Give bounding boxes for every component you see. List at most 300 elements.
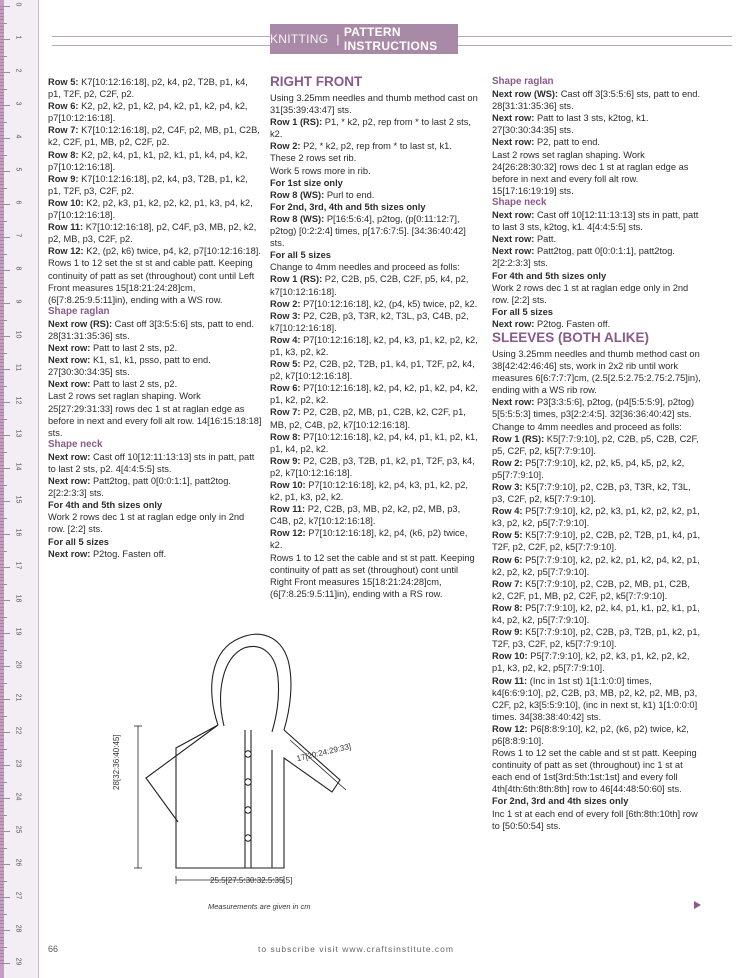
instruction-line — [492, 650, 704, 674]
instruction-text: Rows 1 to 12 set the st st and cable patt. Keeping continuity of patt as set (throughout) cont until Left Front measures 15[18:21:24:28]cm, (6[7:8.25:9.5:11]in), ending with a WS row. — [48, 258, 255, 305]
ruler-tick — [0, 326, 4, 327]
ruler-tick — [0, 706, 4, 707]
instruction-line — [48, 499, 262, 511]
ruler-tick — [0, 366, 4, 367]
ruler-tick — [0, 310, 4, 311]
ruler-tick — [0, 435, 10, 436]
ruler-tick — [0, 323, 4, 324]
ruler-label: 23 — [14, 759, 22, 768]
ruler-tick — [0, 82, 4, 83]
ruler-tick — [0, 673, 4, 674]
ruler-tick — [0, 577, 4, 578]
ruler-tick — [0, 207, 4, 208]
ruler-tick — [0, 224, 4, 225]
instruction-lead: Next row: — [492, 246, 535, 257]
ruler-tick — [0, 19, 4, 20]
ruler-tick — [0, 923, 4, 924]
instruction-text: Purl to end. — [324, 189, 375, 200]
ruler-tick — [0, 263, 4, 264]
instruction-text: P5[7:7:9:10], k2, p2, k3, p1, k2, p2, k2, p1, k3, p2, k2, p5[7:7:9:10]. — [492, 651, 690, 674]
instruction-line — [270, 431, 482, 455]
instruction-text: Patt2tog, patt 0[0:0:1:1], patt2tog. 2[2:2:3:3] sts. — [48, 476, 231, 499]
instruction-text: P7[10:12:16:18], k2, p4, k3, p1, k2, p2, k2, p1, k3, p2, k2. — [270, 480, 468, 503]
width-measurement: 25.5[27.5:30:32.5:35.5] — [210, 876, 293, 885]
ruler-tick — [0, 960, 4, 961]
ruler-tick — [0, 290, 4, 291]
ruler-tick — [0, 580, 4, 581]
ruler-label: 16 — [14, 528, 22, 537]
instruction-text: K2, p2, k2, p1, k2, p4, k2, p1, k2, p4, k2, p7[10:12:16:18]. — [48, 101, 248, 124]
ruler-tick — [0, 943, 4, 944]
ruler-tick — [0, 29, 4, 30]
ruler-tick — [0, 455, 4, 456]
ruler-tick — [0, 881, 7, 882]
ruler-tick — [0, 831, 10, 832]
ruler-tick — [0, 841, 4, 842]
instruction-text: P2, C2B, p5, C2B, C2F, p5, k4, p2, k7[10:12:16:18]. — [270, 274, 469, 297]
instruction-line — [270, 503, 482, 527]
ruler-tick — [0, 857, 4, 858]
ruler-label: 25 — [14, 825, 22, 834]
instruction-text: K7[10:12:16:18], p2, k4, p2, T2B, p1, k4, p1, T2F, p2, C2F, p2. — [48, 77, 248, 100]
ruler-tick — [0, 838, 4, 839]
instruction-lead: Next row: — [48, 476, 91, 487]
instruction-line — [270, 189, 482, 201]
ruler-tick — [0, 9, 4, 10]
ruler-tick — [0, 679, 4, 680]
ruler-tick — [0, 656, 4, 657]
ruler-label: 7 — [14, 233, 22, 238]
instruction-lead: Row 3: — [492, 482, 523, 492]
instruction-text: P3[3:3:5:6], p2tog, (p4[5:5:5:9], p2tog) 5[5:5:5:3] times, p3[2:2:4:5]. 32[36:36:40:42] sts. — [492, 397, 695, 420]
ruler-tick — [0, 663, 4, 664]
ruler-label: 14 — [14, 462, 22, 471]
ruler-tick — [0, 834, 4, 835]
instruction-lead: Row 2: — [270, 141, 301, 152]
instruction-lead: Row 9: — [270, 455, 301, 466]
ruler-tick — [0, 425, 4, 426]
ruler-tick — [0, 607, 4, 608]
ruler-tick — [0, 250, 4, 251]
ruler-tick — [0, 488, 4, 489]
instruction-lead: For all 5 sizes — [48, 536, 109, 547]
ruler-tick — [0, 518, 7, 519]
ruler-tick — [0, 376, 4, 377]
ruler-tick — [0, 131, 4, 132]
ruler-tick — [0, 65, 4, 66]
instruction-line — [492, 348, 704, 396]
instruction-lead: Next row: — [492, 318, 535, 329]
ruler-tick — [0, 636, 4, 637]
ruler-tick — [0, 699, 10, 700]
ruler-tick — [0, 158, 4, 159]
instruction-lead: For all 5 sizes — [270, 250, 331, 261]
instruction-text: K7[10:12:16:18], p2, C4F, p2, MB, p1, C2B, k2, C2F, p1, MB, p2, C2F, p2. — [48, 125, 260, 148]
ruler-tick — [0, 339, 4, 340]
ruler-tick — [0, 230, 4, 231]
ruler-tick — [0, 669, 4, 670]
subscribe-link[interactable]: to subscribe visit www.craftsinstitute.com — [258, 944, 454, 954]
instruction-lead: Next row: — [48, 379, 91, 390]
ruler-tick — [0, 587, 4, 588]
ruler-tick — [0, 13, 4, 14]
instruction-text: P2, patt to end. — [534, 137, 601, 148]
instruction-lead: Row 12: — [48, 246, 84, 257]
ruler-tick — [0, 343, 4, 344]
section-heading: Shape neck — [492, 196, 547, 208]
ruler-tick — [0, 877, 4, 878]
instruction-text: P5[7:7:9:10], k2, p2, k4, p1, k1, p2, k1, p1, k4, p2, k2, p5[7:7:9:10]. — [492, 602, 700, 626]
instruction-line — [492, 747, 704, 795]
ruler-tick — [0, 818, 4, 819]
ruler-tick — [0, 188, 7, 189]
instruction-line — [270, 201, 482, 213]
ruler-tick — [0, 689, 4, 690]
ruler-tick — [0, 478, 4, 479]
section-heading: Shape raglan — [492, 76, 554, 87]
ruler-tick — [0, 716, 7, 717]
ruler-label: 20 — [14, 660, 22, 669]
ruler-tick — [0, 445, 4, 446]
instruction-text: Patt. — [534, 234, 557, 245]
ruler-tick — [0, 801, 4, 802]
ruler-tick — [0, 867, 4, 868]
instruction-line — [270, 334, 482, 358]
instruction-lead: Row 10: — [270, 480, 306, 490]
instruction-line — [48, 245, 262, 257]
ruler-tick — [0, 468, 10, 469]
ruler-tick — [0, 336, 10, 337]
ruler-tick — [0, 161, 4, 162]
instruction-line — [48, 451, 262, 475]
instruction-line — [492, 578, 704, 602]
ruler-tick — [0, 514, 4, 515]
ruler-tick — [0, 405, 4, 406]
ruler-tick — [0, 887, 4, 888]
ruler-tick — [0, 36, 4, 37]
instruction-text: Patt2tog, patt 0[0:0:1:1], patt2tog. 2[2:2:3:3] sts. — [492, 246, 675, 269]
ruler-tick — [0, 557, 4, 558]
instruction-lead: Row 6: — [48, 101, 79, 112]
instruction-lead: For 4th and 5th sizes only — [48, 500, 163, 511]
instruction-lead: Row 1 (RS): — [270, 274, 323, 285]
ruler-tick — [0, 164, 4, 165]
ruler-tick — [0, 79, 4, 80]
section-heading: SLEEVES (BOTH ALIKE) — [492, 329, 650, 345]
ruler-tick — [0, 125, 4, 126]
instruction-line — [492, 481, 704, 505]
ruler-tick — [0, 811, 4, 812]
ruler-tick — [0, 194, 4, 195]
instruction-lead: For 1st size only — [270, 177, 343, 188]
instruction-text: P7[10:12:16:18], k2, p4, (k6, p2) twice, k2. — [270, 528, 468, 551]
instruction-text: Last 2 rows set raglan shaping. Work 24[26:28:30:32] rows dec 1 st at raglan edge as before in next and every foll alt row. 15[17:16:19:19] sts. — [492, 149, 689, 196]
instruction-text: P2, C2B, p2, T2B, p1, k4, p1, T2F, p2, k4, p2, k7[10:12:16:18]. — [270, 359, 475, 382]
instruction-line — [48, 221, 262, 245]
section-title: PATTERN INSTRUCTIONS — [343, 25, 438, 53]
ruler-tick — [0, 498, 4, 499]
ruler-tick — [0, 676, 4, 677]
instruction-line — [270, 479, 482, 503]
instruction-lead: Row 5: — [492, 530, 523, 541]
ruler-tick — [0, 138, 10, 139]
instruction-lead: Row 12: — [492, 723, 528, 734]
instruction-line — [48, 548, 262, 560]
ruler-tick — [0, 260, 4, 261]
ruler-tick — [0, 75, 4, 76]
ruler-label: 10 — [14, 330, 22, 339]
ruler-tick — [0, 600, 10, 601]
ruler-tick — [0, 593, 4, 594]
instruction-lead: Row 6: — [270, 383, 301, 394]
ruler-tick — [0, 574, 4, 575]
instruction-text: K5[7:7:9:10], p2, C2B, p3, T2B, p1, k2, p1, T2F, p3, C2F, p2, k5[7:7:9:10]. — [492, 627, 701, 650]
ruler-tick — [0, 112, 4, 113]
instruction-lead: Next row: — [48, 548, 91, 559]
ruler-tick — [0, 735, 4, 736]
ruler-tick — [0, 16, 4, 17]
instruction-lead: Row 2: — [492, 457, 523, 468]
ruler-tick — [0, 280, 4, 281]
ruler-tick — [0, 240, 4, 241]
instruction-line — [492, 723, 704, 747]
ruler-tick — [0, 683, 7, 684]
ruler-tick — [0, 227, 4, 228]
ruler-label: 27 — [14, 891, 22, 900]
instruction-line — [492, 136, 704, 148]
ruler-tick — [0, 844, 4, 845]
ruler-tick — [0, 168, 4, 169]
ruler-tick — [0, 257, 4, 258]
ruler-tick — [0, 359, 4, 360]
ruler-tick — [0, 874, 4, 875]
ruler-tick — [0, 148, 4, 149]
ruler-tick — [0, 584, 7, 585]
ruler-tick — [0, 567, 10, 568]
ruler-tick — [0, 537, 4, 538]
ruler-tick — [0, 306, 4, 307]
ruler-label: 8 — [14, 266, 22, 271]
ruler-tick — [0, 686, 4, 687]
ruler-tick — [0, 46, 4, 47]
instruction-text: K5[7:7:9:10], p2, C2B, p5, C2B, C2F, p5, C2F, p2, k5[7:7:9:10]. — [492, 433, 699, 456]
instruction-line — [270, 358, 482, 382]
ruler-tick — [0, 108, 4, 109]
diagram-caption: Measurements are given in cm — [208, 902, 311, 911]
ruler-tick — [0, 643, 4, 644]
page-number: 66 — [48, 944, 59, 954]
ruler-tick — [0, 204, 10, 205]
ruler-tick — [0, 864, 10, 865]
ruler-tick — [0, 861, 4, 862]
instruction-lead: Row 4: — [270, 334, 301, 345]
ruler-tick — [0, 702, 4, 703]
ruler-tick — [0, 956, 4, 957]
instruction-line — [492, 421, 704, 433]
instruction-lead: Row 11: — [48, 222, 84, 233]
ruler-label: 5 — [14, 167, 22, 172]
ruler-tick — [0, 768, 4, 769]
instruction-line — [492, 602, 704, 626]
instruction-text: Using 3.25mm needles and thumb method cast on 31[35:39:43:47] sts. — [270, 93, 478, 116]
ruler-tick — [0, 824, 4, 825]
ruler-tick — [0, 610, 4, 611]
instruction-lead: Row 8: — [492, 602, 523, 613]
ruler-tick — [0, 135, 4, 136]
instruction-text: Cast off 3[3:5:5:6] sts, patt to end. 28[31:31:35:36] sts. — [48, 318, 255, 341]
instruction-lead: Next row (RS): — [48, 318, 113, 329]
ruler-tick — [0, 201, 4, 202]
ruler-tick — [0, 69, 4, 70]
ruler-tick — [0, 349, 4, 350]
ruler-tick — [0, 382, 4, 383]
ruler-tick — [0, 320, 7, 321]
instruction-lead: Row 11: — [492, 675, 528, 686]
ruler-tick — [0, 39, 10, 40]
ruler-tick — [0, 386, 7, 387]
ruler-tick — [0, 785, 4, 786]
ruler-tick — [0, 270, 10, 271]
instruction-text: P[16:5:6:4], p2tog, (p[0:11:12:7], p2tog) [0:2:2:4] times, p[17:6:7:5]. [34:36:40:42] sts. — [270, 213, 466, 249]
instruction-line — [270, 152, 482, 164]
ruler-tick — [0, 772, 4, 773]
ruler-tick — [0, 940, 4, 941]
ruler-tick — [0, 666, 10, 667]
ruler-tick — [0, 333, 4, 334]
instruction-line — [48, 475, 262, 499]
ruler-tick — [0, 369, 10, 370]
instruction-text: P7[10:12:16:18], k2, p4, k4, p1, k1, p2, k1, p1, k4, p2, k2. — [270, 431, 478, 454]
instruction-line — [492, 209, 704, 233]
instruction-text: K5[7:7:9:10], p2, C2B, p2, MB, p1, C2B, k2, C2F, p1, MB, p2, C2F, p2, k5[7:7:9:10]. — [492, 578, 690, 601]
instruction-lead: Row 10: — [48, 197, 84, 208]
ruler-tick — [0, 475, 4, 476]
instruction-line — [492, 88, 704, 112]
ruler-tick — [0, 897, 10, 898]
ruler-tick — [0, 722, 4, 723]
ruler-tick — [0, 399, 4, 400]
ruler-tick — [0, 521, 4, 522]
ruler-tick — [0, 122, 7, 123]
instruction-text: K2, p2, k4, p1, k1, p2, k1, p1, k4, p4, k2, p7[10:12:16:18]. — [48, 149, 248, 172]
instruction-lead: Row 9: — [492, 627, 523, 638]
instruction-line — [270, 165, 482, 177]
ruler-tick — [0, 732, 10, 733]
ruler-tick — [0, 534, 10, 535]
side-ruler — [0, 0, 39, 978]
ruler-tick — [0, 448, 4, 449]
ruler-label: 19 — [14, 627, 22, 636]
ruler-tick — [0, 640, 4, 641]
ruler-tick — [0, 494, 4, 495]
ruler-tick — [0, 171, 10, 172]
instruction-text: P2, C2B, p3, MB, p2, k2, p2, MB, p3, C4B, p2, k7[10:12:16:18]. — [270, 504, 461, 527]
ruler-tick — [0, 115, 4, 116]
ruler-tick — [0, 102, 4, 103]
instruction-text: K5[7:7:9:10], p2, C2B, p3, T3R, k2, T3L, p3, C2F, p2, k5[7:7:9:10]. — [492, 482, 691, 505]
ruler-tick — [0, 805, 4, 806]
ruler-tick — [0, 570, 4, 571]
instruction-text: P2, C2B, p2, MB, p1, C2B, k2, C2F, p1, MB, p2, C4B, p2, k7[10:12:16:18]. — [270, 407, 466, 430]
ruler-tick — [0, 491, 4, 492]
ruler-tick — [0, 419, 7, 420]
instruction-line — [492, 149, 704, 197]
instruction-line — [270, 177, 482, 189]
ruler-tick — [0, 788, 4, 789]
instruction-line — [492, 433, 704, 457]
instruction-text: Rows 1 to 12 set the cable and st st patt. Keeping continuity of patt as set (throughout) inc 1 st at each end of 1st[3rd:5th:1st:1st] and every foll 4th[4th:6th:8th:8th] row to 46[44:48:50:60] sts. — [492, 748, 697, 795]
ruler-tick — [0, 49, 4, 50]
ruler-label: 12 — [14, 396, 22, 405]
ruler-tick — [0, 181, 4, 182]
ruler-tick — [0, 709, 4, 710]
ruler-tick — [0, 947, 7, 948]
ruler-label: 28 — [14, 924, 22, 933]
ruler-tick — [0, 379, 4, 380]
ruler-tick — [0, 23, 7, 24]
instruction-text: P2, C2B, p3, T3R, k2, T3L, p3, C4B, p2, k7[10:12:16:18]. — [270, 310, 469, 333]
instruction-lead: Next row: — [48, 451, 91, 462]
instruction-line — [48, 100, 262, 124]
instruction-lead: Row 8 (WS): — [270, 189, 325, 200]
instruction-lead: Row 3: — [270, 310, 301, 321]
ruler-tick — [0, 485, 7, 486]
ruler-tick — [0, 141, 4, 142]
ruler-tick — [0, 402, 10, 403]
instruction-text: Work 5 rows more in rib. — [270, 165, 371, 176]
instruction-lead: Row 8: — [48, 149, 79, 160]
ruler-tick — [0, 650, 7, 651]
instruction-text: P7[10:12:16:18], k2, p4, k2, p1, k2, p4, k2, p1, k2, p2, k2. — [270, 383, 478, 406]
instruction-lead: Row 7: — [270, 407, 301, 418]
instruction-lead: Row 1 (RS): — [492, 433, 545, 444]
instruction-line — [492, 318, 704, 330]
instruction-lead: Row 5: — [270, 359, 301, 370]
ruler-tick — [0, 59, 4, 60]
instruction-text: Cast off 10[12:11:13:13] sts in patt, patt to last 2 sts, p2. 4[4:4:5:5] sts. — [48, 451, 255, 474]
instruction-text: Inc 1 st at each end of every foll [6th:8th:10th] row to [50:50:54] sts. — [492, 808, 698, 831]
instruction-lead: For 2nd, 3rd, 4th and 5th sizes only — [270, 201, 426, 212]
instruction-text: Work 2 rows dec 1 st at raglan edge only in 2nd row. [2:2] sts. — [492, 282, 689, 305]
instruction-text: P7[10:12:16:18], k2, (p4, k5) twice, p2, k2. — [300, 298, 478, 309]
ruler-tick — [0, 504, 4, 505]
ruler-tick — [0, 356, 4, 357]
ruler-tick — [0, 613, 4, 614]
sleeve-measurement: 17[20:24:29:33] — [295, 741, 352, 764]
ruler-tick — [0, 890, 4, 891]
section-heading: Shape raglan — [48, 305, 110, 317]
ruler-tick — [0, 765, 10, 766]
ruler-tick — [0, 303, 10, 304]
ruler-tick — [0, 953, 4, 954]
ruler-tick — [0, 178, 4, 179]
ruler-tick — [0, 775, 4, 776]
instruction-text: Patt to last 2 sts, p2. — [90, 379, 178, 390]
ruler-tick — [0, 937, 4, 938]
ruler-tick — [0, 745, 4, 746]
instruction-lead: For all 5 sizes — [492, 306, 553, 317]
ruler-tick — [0, 620, 4, 621]
ruler-tick — [0, 501, 10, 502]
instruction-text: P2tog. Fasten off. — [90, 548, 167, 559]
ruler-tick — [0, 791, 4, 792]
ruler-tick — [0, 871, 4, 872]
instruction-text: Change to 4mm needles and proceed as folls: — [270, 262, 460, 273]
instruction-line — [48, 124, 262, 148]
ruler-label: 1 — [14, 35, 22, 40]
ruler-tick — [0, 527, 4, 528]
ruler-label: 9 — [14, 299, 22, 304]
